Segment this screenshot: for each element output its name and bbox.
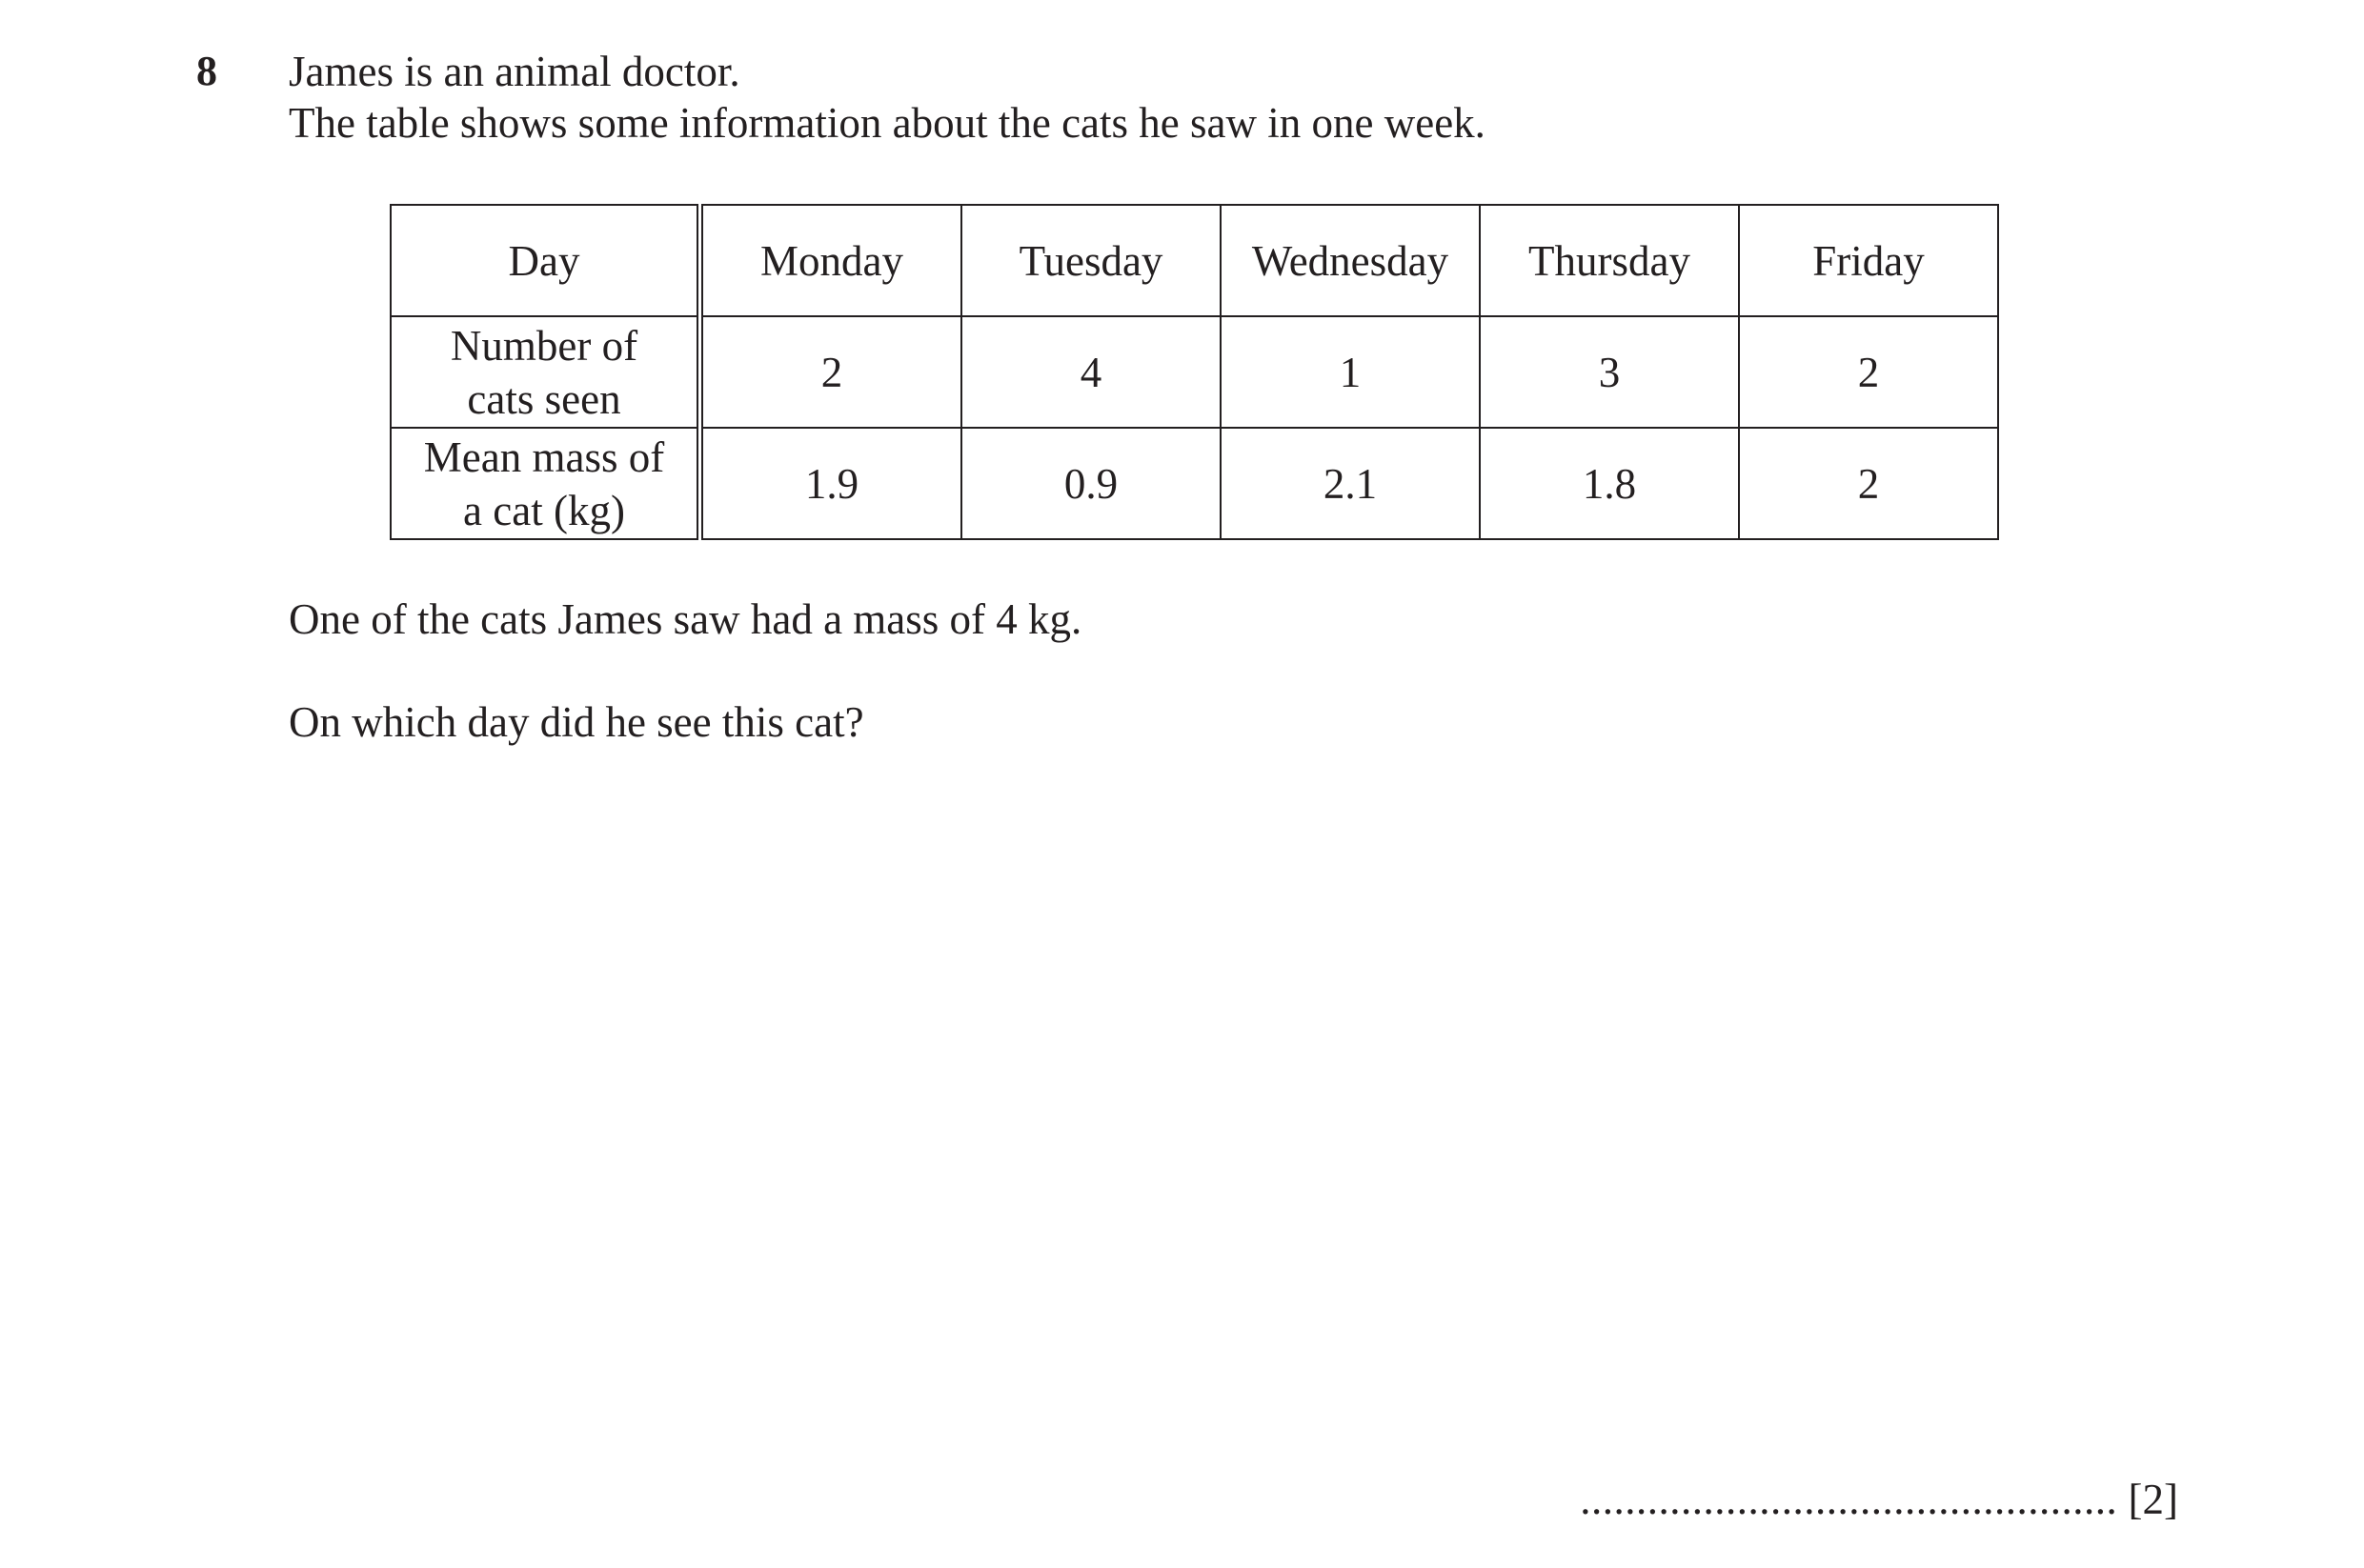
question-prompt: On which day did he see this cat? [289, 698, 864, 746]
header-day-friday: Friday [1739, 205, 1998, 316]
table-cell: 1.8 [1480, 428, 1739, 539]
table-cell: 2.1 [1221, 428, 1480, 539]
header-day-wednesday: Wednesday [1221, 205, 1480, 316]
table-cell: 3 [1480, 316, 1739, 428]
table-cell: 1.9 [700, 428, 962, 539]
table-cell: 4 [961, 316, 1221, 428]
table-header-row [391, 205, 1998, 316]
table-cell: 2 [1739, 428, 1998, 539]
row-label-cats-seen [391, 316, 700, 428]
answer-line [1580, 1472, 2178, 1527]
row-label-line: cats seen [467, 374, 621, 423]
row-label-line: a cat (kg) [463, 486, 625, 534]
header-label: Day [391, 205, 700, 316]
statement-text: One of the cats James saw had a mass of 4 kg. [289, 595, 1082, 643]
table-cell: 2 [700, 316, 962, 428]
table-cell: 1 [1221, 316, 1480, 428]
table-cell: 2 [1739, 316, 1998, 428]
table-cell: 0.9 [961, 428, 1221, 539]
table-row [391, 316, 1998, 428]
marks-label: [2] [2128, 1476, 2178, 1523]
row-label-mean-mass [391, 428, 700, 539]
row-label-line: Mean mass of [423, 432, 665, 481]
header-day-thursday: Thursday [1480, 205, 1739, 316]
answer-dots[interactable]: ................................................ [1580, 1476, 2118, 1523]
row-label-line: Number of [450, 321, 638, 370]
table-row [391, 428, 1998, 539]
cats-table [390, 204, 1999, 540]
question-number: 8 [196, 48, 217, 94]
header-day-monday: Monday [700, 205, 962, 316]
intro-line-1: James is an animal doctor. [289, 48, 740, 95]
intro-line-2: The table shows some information about the cats he saw in one week. [289, 99, 1485, 147]
header-day-tuesday: Tuesday [961, 205, 1221, 316]
